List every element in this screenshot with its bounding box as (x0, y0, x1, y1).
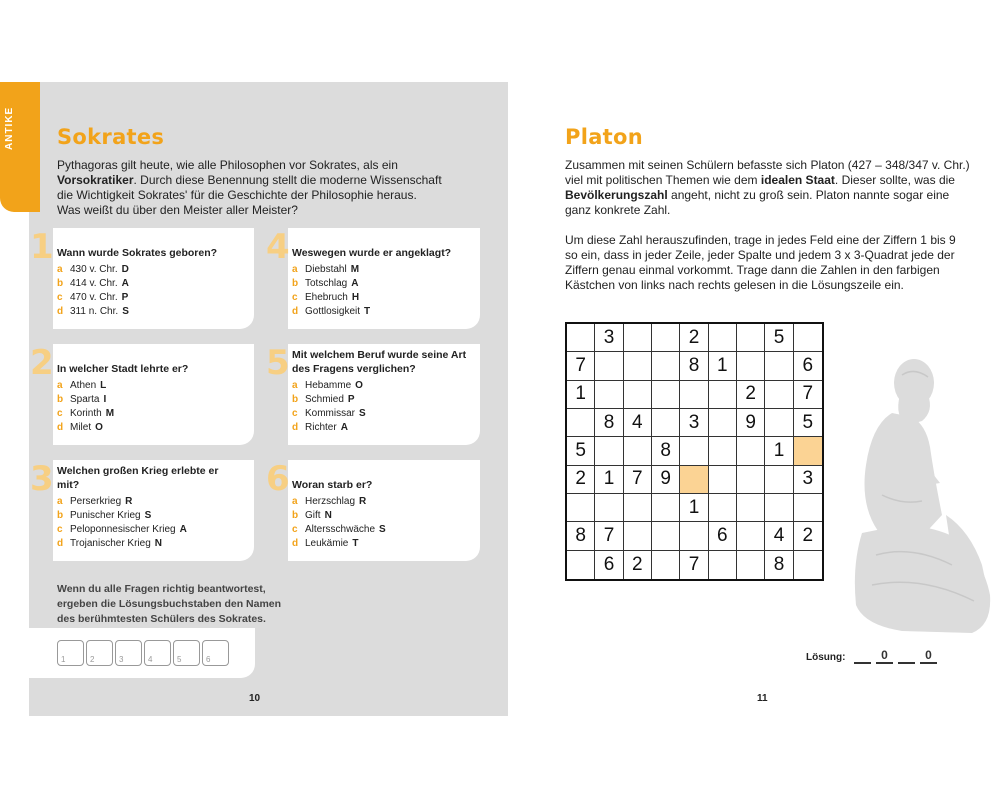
question-text-1: Wann wurde Sokrates geboren? (57, 247, 218, 259)
sudoku-instructions-line-3: Ziffern genau einmal vorkommt. Trage dann die Zahlen in den farbigen (565, 263, 940, 277)
sudoku-cell[interactable] (652, 522, 680, 550)
option-4c[interactable]: c Ehebruch H (292, 292, 360, 303)
sudoku-cell[interactable] (737, 494, 765, 522)
option-4d[interactable]: d Gottlosigkeit T (292, 306, 371, 317)
sudoku-cell[interactable]: 7 (595, 522, 623, 550)
sudoku-instructions-line-2: so ein, dass in jeder Zeile, jeder Spalte und jedem 3 x 3-Quadrat jede der (565, 248, 955, 262)
solution-box-2[interactable]: 2 (86, 640, 113, 666)
question-number-5: 5 (266, 343, 290, 383)
platon-intro-line-2: viel mit politischen Themen wie dem idealen Staat. Dieser sollte, was die (565, 173, 955, 187)
sudoku-cell[interactable] (709, 551, 737, 579)
sudoku-cell[interactable]: 4 (765, 522, 793, 550)
option-1a[interactable]: a 430 v. Chr. D (57, 264, 129, 275)
keyword-bevoelkerungszahl: Bevölkerungszahl (565, 188, 668, 202)
sudoku-cell[interactable]: 8 (765, 551, 793, 579)
sudoku-cell[interactable] (794, 494, 822, 522)
sudoku-instructions-line-1: Um diese Zahl herauszufinden, trage in jedes Feld eine der Ziffern 1 bis 9 (565, 233, 956, 247)
sudoku-cell[interactable] (709, 409, 737, 437)
sudoku-cell[interactable] (709, 381, 737, 409)
sudoku-cell[interactable] (652, 324, 680, 352)
solution-instructions-line-3: des berühmtesten Schülers des Sokrates. (57, 613, 266, 625)
question-text-6: Woran starb er? (292, 479, 373, 491)
intro-line-4: Was weißt du über den Meister aller Meister? (57, 203, 298, 217)
sudoku-cell[interactable] (737, 437, 765, 465)
solution-slot-4[interactable]: 0 (920, 648, 937, 664)
solution-box-1[interactable]: 1 (57, 640, 84, 666)
sudoku-cell[interactable] (624, 522, 652, 550)
question-number-2: 2 (30, 343, 54, 383)
question-card-6 (266, 459, 480, 561)
question-number-6: 6 (266, 459, 290, 499)
intro-keyword: Vorsokratiker (57, 173, 134, 187)
solution-slot-1[interactable] (854, 648, 871, 664)
sudoku-cell[interactable] (624, 494, 652, 522)
question-text-3-line-1: Welchen großen Krieg erlebte er (57, 465, 219, 477)
sudoku-cell[interactable]: 2 (680, 324, 708, 352)
chapter-tab-label: ANTIKE (4, 106, 15, 150)
question-card-4 (266, 227, 480, 329)
question-text-3-line-2: mit? (57, 479, 80, 491)
option-2c[interactable]: c Korinth M (57, 408, 115, 419)
sudoku-cell[interactable] (765, 466, 793, 494)
sudoku-cell[interactable]: 9 (737, 409, 765, 437)
sudoku-cell[interactable] (624, 437, 652, 465)
solution-instructions-line-2: ergeben die Lösungsbuchstaben den Namen (57, 598, 282, 610)
intro-line-1: Pythagoras gilt heute, wie alle Philosophen vor Sokrates, als ein (57, 158, 398, 172)
question-number-3: 3 (30, 459, 54, 499)
sudoku-cell[interactable]: 6 (595, 551, 623, 579)
platon-intro-line-4: ganz konkrete Zahl. (565, 203, 671, 217)
option-5b[interactable]: b Schmied P (292, 394, 355, 405)
sudoku-cell[interactable] (595, 494, 623, 522)
solution-instructions-line-1: Wenn du alle Fragen richtig beantwortest, (57, 583, 266, 595)
solution-box-5[interactable]: 5 (173, 640, 200, 666)
solution-slot-2[interactable]: 0 (876, 648, 893, 664)
sudoku-cell[interactable] (794, 324, 822, 352)
sudoku-cell[interactable]: 4 (624, 409, 652, 437)
sudoku-cell[interactable]: 3 (794, 466, 822, 494)
page-title-platon: Platon (565, 125, 643, 149)
sudoku-cell[interactable] (652, 494, 680, 522)
question-text-5-line-1: Mit welchem Beruf wurde seine Art (292, 349, 467, 361)
sudoku-cell[interactable]: 6 (709, 522, 737, 550)
sudoku-cell[interactable] (652, 381, 680, 409)
sudoku-cell[interactable] (737, 324, 765, 352)
option-5d[interactable]: d Richter A (292, 422, 348, 433)
solution-instructions (57, 582, 297, 627)
sudoku-cell[interactable]: 3 (595, 324, 623, 352)
question-card-2 (30, 343, 254, 445)
option-6a[interactable]: a Herzschlag R (292, 496, 367, 507)
sudoku-cell[interactable]: 2 (567, 466, 595, 494)
sudoku-cell[interactable] (680, 466, 708, 494)
sudoku-cell[interactable]: 2 (624, 551, 652, 579)
sudoku-cell[interactable]: 5 (794, 409, 822, 437)
sudoku-cell[interactable]: 1 (595, 466, 623, 494)
sudoku-cell[interactable] (794, 551, 822, 579)
sudoku-cell[interactable] (680, 522, 708, 550)
question-text-5-line-2: des Fragens verglichen? (292, 363, 416, 375)
option-5c[interactable]: c Kommissar S (292, 408, 366, 419)
solution-box-3[interactable]: 3 (115, 640, 142, 666)
sudoku-cell[interactable]: 8 (567, 522, 595, 550)
sudoku-instructions (565, 233, 985, 293)
sudoku-cell[interactable] (595, 381, 623, 409)
option-1b[interactable]: b 414 v. Chr. A (57, 278, 129, 289)
option-1d[interactable]: d 311 n. Chr. S (57, 306, 129, 317)
option-3a[interactable]: a Perserkrieg R (57, 496, 133, 507)
sudoku-cell[interactable]: 1 (765, 437, 793, 465)
sudoku-cell[interactable]: 7 (680, 551, 708, 579)
sudoku-cell[interactable] (737, 551, 765, 579)
sudoku-cell[interactable]: 9 (652, 466, 680, 494)
sudoku-cell[interactable]: 1 (709, 352, 737, 380)
page-title-sokrates: Sokrates (57, 125, 165, 149)
sudoku-cell[interactable]: 1 (680, 494, 708, 522)
sudoku-cell[interactable]: 7 (567, 352, 595, 380)
sudoku-cell[interactable]: 7 (794, 381, 822, 409)
sudoku-grid (565, 322, 824, 581)
keyword-idealer-staat: idealen Staat (760, 173, 835, 187)
sudoku-cell[interactable]: 3 (680, 409, 708, 437)
sudoku-cell[interactable] (624, 324, 652, 352)
question-text-2: In welcher Stadt lehrte er? (57, 363, 189, 375)
sudoku-cell[interactable] (652, 409, 680, 437)
sudoku-cell[interactable] (680, 437, 708, 465)
sudoku-cell[interactable] (765, 494, 793, 522)
sudoku-cell[interactable] (737, 466, 765, 494)
sudoku-cell[interactable]: 2 (737, 381, 765, 409)
sudoku-cell[interactable] (567, 409, 595, 437)
sudoku-cell[interactable] (737, 522, 765, 550)
sudoku-cell[interactable] (737, 352, 765, 380)
option-6c[interactable]: c Altersschwäche S (292, 524, 386, 535)
sudoku-cell[interactable] (709, 437, 737, 465)
option-6d[interactable]: d Leukämie T (292, 538, 359, 549)
platon-intro-line-1: Zusammen mit seinen Schülern befasste sich Platon (427 – 348/347 v. Chr.) (565, 158, 970, 172)
option-5a[interactable]: a Hebamme O (292, 380, 363, 391)
question-card-3 (30, 459, 254, 561)
sudoku-cell[interactable] (624, 352, 652, 380)
sudoku-cell[interactable] (765, 381, 793, 409)
sudoku-cell[interactable]: 6 (794, 352, 822, 380)
sudoku-cell[interactable] (765, 409, 793, 437)
intro-line-2-rest: . Durch diese Benennung stellt die moderne Wissenschaft (133, 173, 442, 187)
intro-line-2 (57, 173, 477, 188)
sudoku-cell[interactable]: 7 (624, 466, 652, 494)
sudoku-cell[interactable] (794, 437, 822, 465)
solution-box-6[interactable]: 6 (202, 640, 229, 666)
sudoku-cell[interactable] (567, 551, 595, 579)
sudoku-cell[interactable] (680, 381, 708, 409)
sudoku-cell[interactable]: 2 (794, 522, 822, 550)
option-2d[interactable]: d Milet O (57, 422, 103, 433)
option-4a[interactable]: a Diebstahl M (292, 264, 360, 275)
sudoku-cell[interactable] (567, 324, 595, 352)
page-number-right: 11 (757, 693, 768, 704)
sudoku-cell[interactable]: 5 (765, 324, 793, 352)
sudoku-cell[interactable] (567, 494, 595, 522)
sudoku-cell[interactable]: 1 (567, 381, 595, 409)
intro-text (57, 158, 477, 218)
sudoku-cell[interactable] (652, 551, 680, 579)
sudoku-cell[interactable]: 8 (595, 409, 623, 437)
option-6b[interactable]: b Gift N (292, 510, 332, 521)
question-card-1 (30, 227, 254, 329)
platon-intro (565, 158, 985, 218)
sudoku-cell[interactable]: 8 (680, 352, 708, 380)
solution-box-4[interactable]: 4 (144, 640, 171, 666)
sudoku-cell[interactable] (624, 381, 652, 409)
sudoku-cell[interactable] (765, 352, 793, 380)
sudoku-cell[interactable] (709, 324, 737, 352)
question-number-1: 1 (30, 227, 54, 267)
sudoku-instructions-line-4: Kästchen von links nach rechts gelesen in die Lösungszeile ein. (565, 278, 904, 292)
question-number-4: 4 (266, 227, 290, 267)
option-2b[interactable]: b Sparta I (57, 394, 107, 405)
sudoku-cell[interactable] (595, 437, 623, 465)
solution-slot-3[interactable] (898, 648, 915, 664)
sudoku-cell[interactable]: 5 (567, 437, 595, 465)
sudoku-cell[interactable] (595, 352, 623, 380)
sudoku-cell[interactable] (709, 494, 737, 522)
option-3c[interactable]: c Peloponnesischer Krieg A (57, 524, 187, 535)
option-2a[interactable]: a Athen L (57, 380, 107, 391)
question-text-4: Weswegen wurde er angeklagt? (292, 247, 452, 259)
option-3d[interactable]: d Trojanischer Krieg N (57, 538, 163, 549)
solution-label: Lösung: (806, 652, 846, 663)
sudoku-cell[interactable]: 8 (652, 437, 680, 465)
sudoku-cell[interactable] (652, 352, 680, 380)
socrates-statue-illustration (842, 355, 1000, 640)
intro-line-3: die Wichtigkeit Sokrates' für die Geschichte der Philosophie heraus. (57, 188, 417, 202)
page-number-left: 10 (249, 693, 261, 704)
question-card-5 (266, 343, 480, 445)
option-3b[interactable]: b Punischer Krieg S (57, 510, 152, 521)
option-4b[interactable]: b Totschlag A (292, 278, 359, 289)
option-1c[interactable]: c 470 v. Chr. P (57, 292, 129, 303)
sudoku-cell[interactable] (709, 466, 737, 494)
platon-intro-line-3: Bevölkerungszahl angeht, nicht zu groß sein. Platon nannte sogar eine (565, 188, 950, 202)
